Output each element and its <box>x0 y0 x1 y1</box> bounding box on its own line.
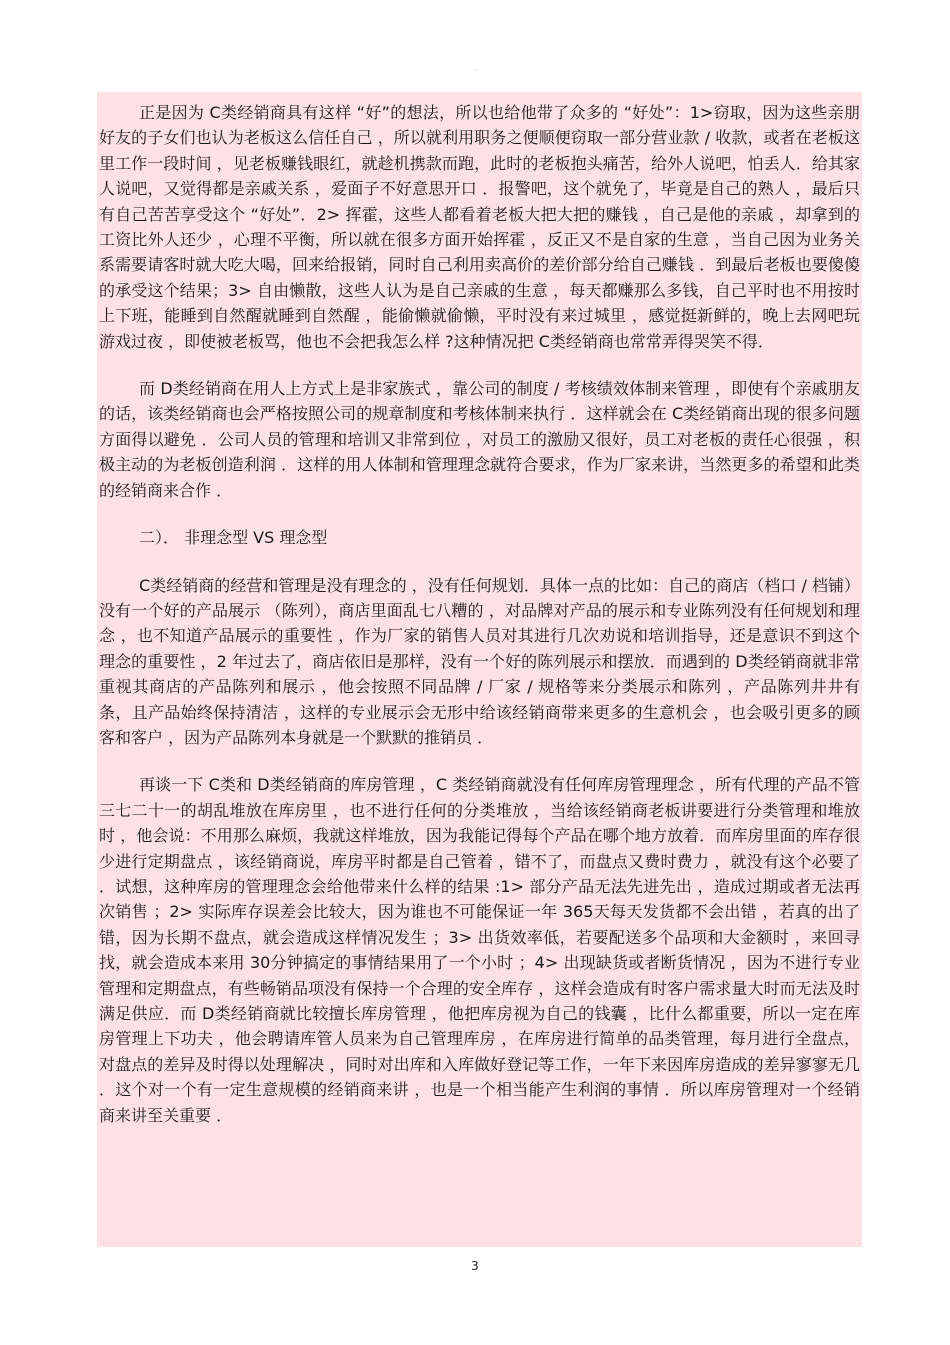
section-heading: 二）． 非理念型 VS 理念型 <box>139 528 328 548</box>
document-body <box>97 92 862 1247</box>
page-number: 3 <box>471 1259 479 1273</box>
paragraph-d-dealer-staffing: 而 D类经销商在用人上方式上是非家族式 ，靠公司的制度 / 考核绩效体制来管理 ，即使有个亲戚朋友的话，该类经销商也会严格按照公司的规章制度和考核体制来执行 ．这样就会在 C类经销商出现的很多问题方面得以避免 ．公司人员的管理和培训又非常到位 ，对员工的激励又很好，员工对老板的责任心很强 ，积极主动的为老板创造利润 ．这样的用人体制和管理理念就符合要求，作为厂家来讲，当然更多的希望和此类的经销商来合作 ． <box>99 379 860 500</box>
paragraph-warehouse-management: 再谈一下 C类和 D类经销商的库房管理 ，C 类经销商就没有任何库房管理理念 ，所有代理的产品不管三七二十一的胡乱堆放在库房里 ，也不进行任何的分类堆放 ，当给该经销商老板讲要进行分类管理和堆放时 ，他会说：不用那么麻烦，我就这样堆放，因为我能记得每个产品在哪个地方放着．而库房里面的库存很少进行定期盘点 ，该经销商说，库房平时都是自己管着 ，错不了，而盘点又费时费力 ，就没有这个必要了 ．试想，这种库房的管理理念会给他带来什么样的结果 :1> 部分产品无法先进先出 ，造成过期或者无法再次销售 ；2> 实际库存误差会比较大，因为谁也不可能保证一年 365天每天发货都不会出错 ，若真的出了错，因为长期不盘点，就会造成这样情况发生 ；3> 出货效率低，若要配送多个品项和大金额时 ，来回寻找，就会造成本来用 30分钟搞定的事情结果用了一个小时 ；4> 出现缺货或者断货情况 ，因为不进行专业管理和定期盘点，有些畅销品项没有保持一个合理的安全库存 ，这样会造成有时客户需求量大时而无法及时满足供应．而 D类经销商就比较擅长库房管理 ，他把库房视为自己的钱囊 ，比什么都重要，所以一定在库房管理上下功夫 ，他会聘请库管人员来为自己管理库房 ，在库房进行简单的品类管理，每月进行全盘点，对盘点的差异及时得以处理解决 ，同时对出库和入库做好登记等工作，一年下来因库房造成的差异寥寥无几 ．这个对一个有一定生意规模的经销商来讲 ，也是一个相当能产生利润的事情 ．所以库房管理对一个经销商来讲至关重要 ． <box>99 775 860 1125</box>
paragraph-display-concept: C类经销商的经营和管理是没有理念的 ，没有任何规划．具体一点的比如：自己的商店（档口 / 档铺）没有一个好的产品展示 （陈列），商店里面乱七八糟的 ，对品牌对产品的展示和专业陈列没有任何规划和理念 ，也不知道产品展示的重要性 ，作为厂家的销售人员对其进行几次劝说和培训指导，还是意识不到这个理念的重要性 ，2 年过去了，商店依旧是那样，没有一个好的陈列展示和摆放．而遇到的 D类经销商就非常重视其商店的产品陈列和展示 ，他会按照不同品牌 / 厂家 / 规格等来分类展示和陈列 ，产品陈列井井有条，且产品始终保持清洁 ，这样的专业展示会无形中给该经销商带来更多的生意机会 ，也会吸引更多的顾客和客户 ，因为产品陈列本身就是一个默默的推销员 ． <box>99 575 860 747</box>
top-mark: · <box>474 66 477 75</box>
paragraph-c-dealer-benefits: 正是因为 C类经销商具有这样 “好”的想法，所以也给他带了众多的 “好处”：1>窃取，因为这些亲朋好友的子女们也认为老板这么信任自己 ，所以就利用职务之便顺便窃取一部分营业款 / 收款，或者在老板这里工作一段时间 ，见老板赚钱眼红，就趁机携款而跑，此时的老板抱头痛苦，给外人说吧，怕丢人．给其家人说吧，又觉得都是亲戚关系 ，爱面子不好意思开口 ．报警吧，这个就免了，毕竟是自己的熟人 ，最后只有自己苦苦享受这个 “好处”．2> 挥霍，这些人都看着老板大把大把的赚钱 ，自己是他的亲戚 ，却拿到的工资比外人还少 ，心理不平衡，所以就在很多方面开始挥霍 ，反正又不是自家的生意 ，当自己因为业务关系需要请客时就大吃大喝，回来给报销，同时自己利用卖高价的差价部分给自己赚钱 ．到最后老板也要傻傻的承受这个结果；3> 自由懒散，这些人认为是自己亲戚的生意 ，每天都赚那么多钱，自己平时也不用按时上下班，能睡到自然醒就睡到自然醒 ，能偷懒就偷懒，平时没有来过城里 ，感觉挺新鲜的，晚上去网吧玩游戏过夜 ，即使被老板骂，他也不会把我怎么样 ?这种情况把 C类经销商也常常弄得哭笑不得． <box>99 103 860 351</box>
